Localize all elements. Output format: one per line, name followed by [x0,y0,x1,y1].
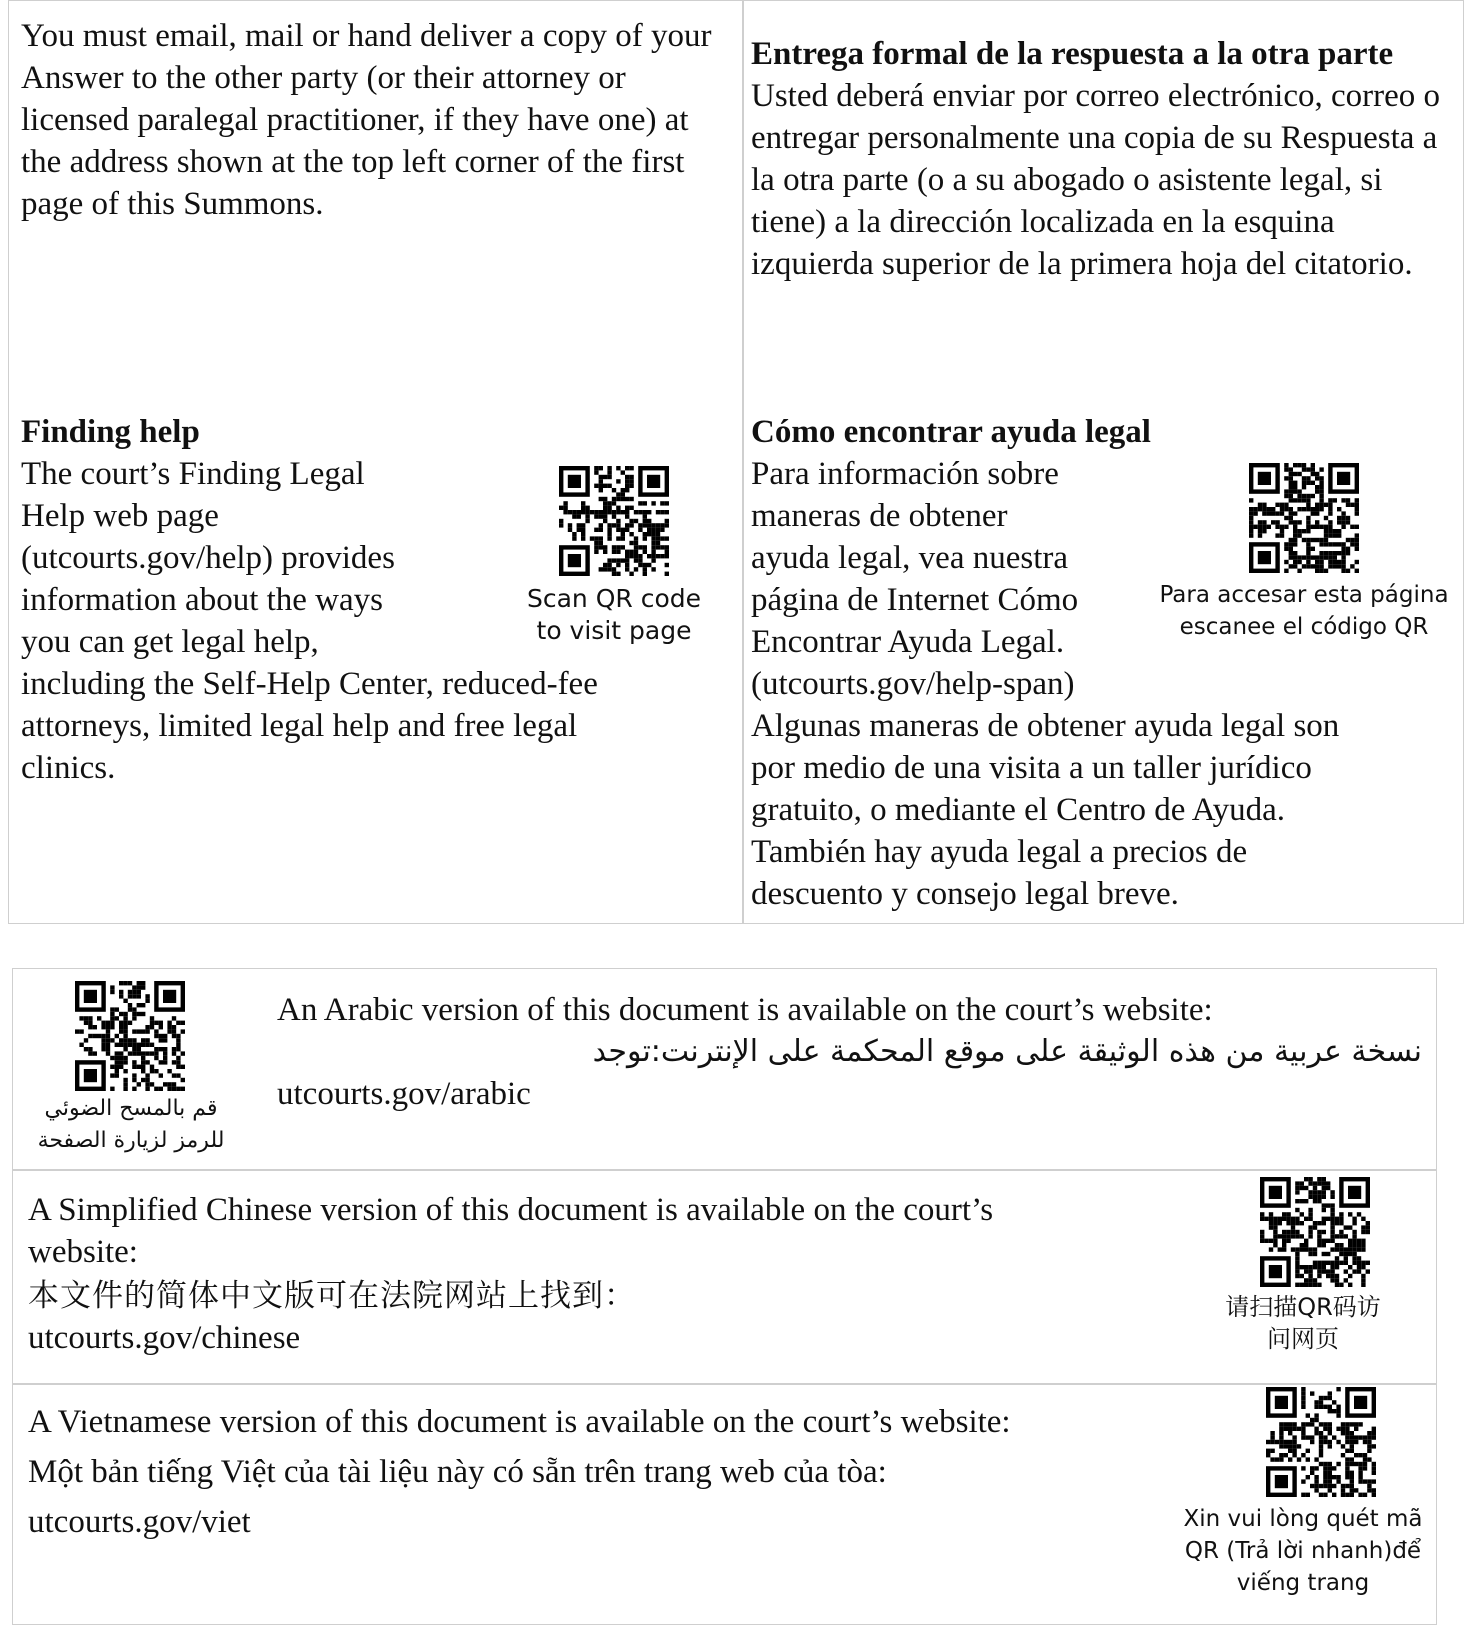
caption-line: 请扫描QR码访 [1225,1293,1381,1321]
help-en-heading: Finding help [21,414,200,450]
help-es-line: Encontrar Ayuda Legal. [751,624,1065,660]
service-help-table [8,0,1464,924]
vietnamese-block [28,1401,1158,1543]
caption-line: Scan QR code [526,584,701,613]
help-en-qr-caption [514,583,714,647]
chinese-line-zh: 本文件的简体中文版可在法院网站上找到： [28,1278,636,1314]
help-en-line: information about the ways [21,582,384,618]
help-es-line: por medio de una visita a un taller jurídico [751,750,1312,786]
arabic-line-en: An Arabic version of this document is available on the court’s website: [277,992,1213,1028]
chinese-line-en: website: [28,1234,138,1270]
caption-line: viếng trang [1236,1570,1370,1596]
help-es-qr-caption [1149,579,1459,643]
arabic-block [277,989,1427,1115]
arabic-qr-caption [21,1093,241,1157]
caption-line: QR (Trả lời nhanh)để [1184,1538,1422,1564]
vietnamese-line-vi: Một bản tiếng Việt của tài liệu này có sẵn trên trang web của tòa: [28,1454,887,1490]
vietnamese-line-en: A Vietnamese version of this document is available on the court’s website: [28,1404,1011,1440]
arabic-line-ar: نسخة عربية من هذه الوثيقة على موقع المحكمة على الإنترنت:توجد [592,1034,1422,1069]
service-en-text: You must email, mail or hand deliver a copy of your Answer to the other party (or their attorney or licensed paralegal practitioner, if they have one) at the address shown at the top left corner of the first page of this Summons. [21,18,712,222]
help-es-line: Para información sobre [751,456,1059,492]
help-en-line: The court’s Finding Legal [21,456,365,492]
row-divider [13,1383,1436,1385]
help-es-line: maneras de obtener [751,498,1008,534]
help-es-line: También hay ayuda legal a precios de [751,834,1248,870]
qr-code-icon[interactable] [1260,1177,1370,1287]
help-es-line: (utcourts.gov/help-span) [751,666,1075,702]
column-divider [742,1,744,923]
chinese-block [28,1189,1158,1359]
caption-line: 问网页 [1267,1325,1339,1353]
chinese-line-en: A Simplified Chinese version of this document is available on the court’s [28,1192,994,1228]
service-es-text: Usted deberá enviar por correo electrónico, correo o entregar personalmente una copia de su Respuesta a la otra parte (o a su abogado o asistente legal, si tiene) a la dirección localizada en la esquina izquierda superior de la primera hoja del citatorio. [751,78,1440,282]
service-es-block [751,33,1451,285]
language-versions-table [12,968,1437,1625]
qr-code-icon[interactable] [1249,463,1359,573]
chinese-url[interactable]: utcourts.gov/chinese [28,1320,301,1356]
caption-line: escanee el código QR [1179,614,1429,640]
help-es-line: descuento y consejo legal breve. [751,876,1179,912]
service-es-heading: Entrega formal de la respuesta a la otra parte [751,36,1394,72]
help-es-heading: Cómo encontrar ayuda legal [751,414,1151,450]
caption-line: Para accesar esta página [1159,582,1449,608]
caption-line: Xin vui lòng quét mã [1183,1506,1423,1532]
chinese-qr-caption [1183,1291,1423,1355]
help-en-line: clinics. [21,750,116,786]
arabic-url[interactable]: utcourts.gov/arabic [277,1076,531,1112]
help-en-line: including the Self-Help Center, reduced-fee [21,666,598,702]
qr-code-icon[interactable] [75,981,185,1091]
help-en-line: attorneys, limited legal help and free legal [21,708,578,744]
caption-line: قم بالمسح الضوئي [44,1096,218,1121]
help-en-line: Help web page [21,498,219,534]
vietnamese-url[interactable]: utcourts.gov/viet [28,1504,251,1540]
help-es-line: Algunas maneras de obtener ayuda legal son [751,708,1340,744]
help-en-line: you can get legal help, [21,624,319,660]
help-es-line: ayuda legal, vea nuestra [751,540,1069,576]
help-en-line: (utcourts.gov/help) provides [21,540,395,576]
vietnamese-qr-caption [1173,1503,1433,1599]
help-es-line: página de Internet Cómo [751,582,1079,618]
caption-line: للرمز لزيارة الصفحة [37,1128,225,1153]
qr-code-icon[interactable] [1266,1387,1376,1497]
row-divider [13,1169,1436,1171]
caption-line: to visit page [536,616,692,645]
qr-code-icon[interactable] [559,466,669,576]
help-es-line: gratuito, o mediante el Centro de Ayuda. [751,792,1285,828]
